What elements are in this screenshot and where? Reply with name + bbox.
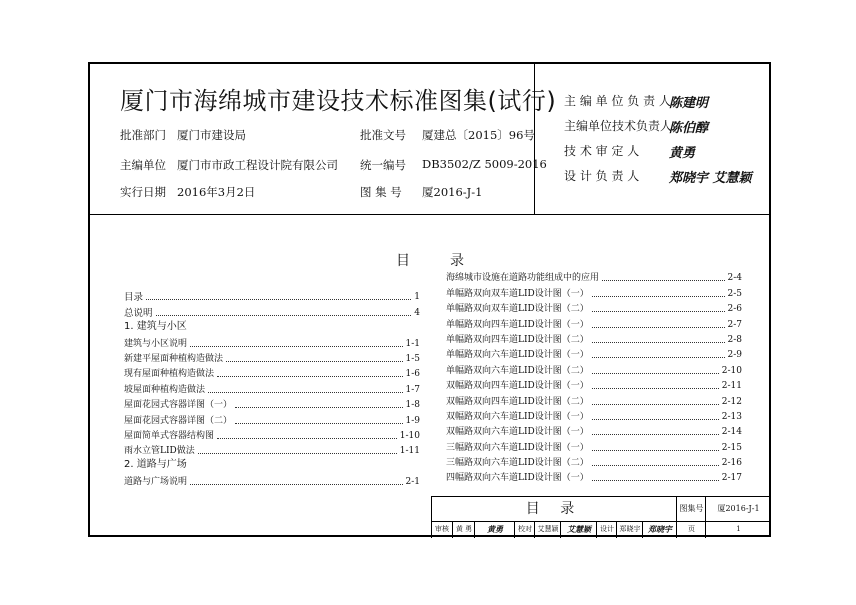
toc-entry-title: 单幅路双向双车道LID设计图（二） xyxy=(446,304,589,315)
toc-entry-title: 单幅路双向六车道LID设计图（一） xyxy=(446,350,589,361)
design-name: 郑晓宇 xyxy=(616,521,643,538)
toc-entry[interactable] xyxy=(446,361,742,376)
editor-unit: 厦门市市政工程设计院有限公司 xyxy=(177,158,338,172)
toc-entry-page: 2-4 xyxy=(727,273,742,284)
toc-entry-page: 2-11 xyxy=(721,381,742,392)
toc-entry-title: 双幅路双向六车道LID设计图（一） xyxy=(446,411,589,422)
signature-name: 黄勇 xyxy=(669,146,696,161)
toc-entry-title: 新建平屋面种植构造做法 xyxy=(124,353,224,364)
toc-entry[interactable] xyxy=(446,284,742,299)
toc-entry-title: 三幅路双向六车道LID设计图（一） xyxy=(446,442,589,453)
signature-name: 陈建明 xyxy=(669,96,709,111)
toc-entry[interactable] xyxy=(124,303,420,318)
toc-entry-title: 坡屋面种植构造做法 xyxy=(124,384,206,395)
title-block xyxy=(431,496,770,538)
effective-date-label: 实行日期 xyxy=(120,185,166,199)
toc-section-heading: 2. 道路与广场 xyxy=(124,459,187,471)
toc-entry-page: 1-10 xyxy=(399,430,420,441)
check-label: 校对 xyxy=(514,521,535,538)
toc-entry-page: 2-15 xyxy=(721,442,742,453)
approval-doc: 厦建总〔2015〕96号 xyxy=(422,128,535,142)
toc-entry-title: 总说明 xyxy=(124,307,153,319)
review-name: 黄 勇 xyxy=(452,521,475,538)
toc-entry-page: 2-6 xyxy=(727,304,742,315)
toc-entry[interactable] xyxy=(446,346,742,361)
toc-entry[interactable] xyxy=(124,473,420,488)
toc-entry-page: 2-5 xyxy=(727,288,742,299)
toc-heading-b: 录 xyxy=(450,253,466,269)
toc-entry[interactable] xyxy=(124,396,420,411)
toc-entry-title: 建筑与小区说明 xyxy=(124,338,188,349)
toc-entry[interactable] xyxy=(446,377,742,392)
atlas-no-label: 图 集 号 xyxy=(360,185,402,199)
toc-entry-page: 1-6 xyxy=(405,369,420,380)
toc-entry[interactable] xyxy=(446,408,742,423)
toc-heading xyxy=(396,250,504,270)
toc-right-column xyxy=(446,269,742,484)
check-name: 艾慧颖 xyxy=(534,521,561,538)
toc-entry[interactable] xyxy=(124,365,420,380)
unified-no: DB3502/Z 5009-2016 xyxy=(422,157,547,171)
toc-entry-title: 双幅路双向四车道LID设计图（二） xyxy=(446,396,589,407)
toc-entry[interactable] xyxy=(446,315,742,330)
signature-row xyxy=(564,117,708,136)
toc-entry-title: 单幅路双向四车道LID设计图（一） xyxy=(446,319,589,330)
toc-entry[interactable] xyxy=(124,288,420,303)
signature-name: 郑晓宇 艾慧颖 xyxy=(669,171,752,186)
toc-entry-title: 屋面简单式容器结构图 xyxy=(124,430,215,441)
toc-entry[interactable] xyxy=(124,350,420,365)
review-label: 审核 xyxy=(435,525,449,533)
toc-entry-title: 四幅路双向六车道LID设计图（一） xyxy=(446,473,589,484)
title-block-atlas-label: 图集号 xyxy=(676,497,706,521)
toc-entry-title: 目录 xyxy=(124,292,144,304)
check-signature: 艾慧颖 xyxy=(560,521,597,538)
toc-entry[interactable] xyxy=(124,411,420,426)
unified-no-label: 统一编号 xyxy=(360,158,406,172)
toc-entry-page: 2-16 xyxy=(721,458,742,469)
toc-entry-title: 单幅路双向四车道LID设计图（二） xyxy=(446,334,589,345)
toc-entry[interactable] xyxy=(124,427,420,442)
page-title: 厦门市海绵城市建设技术标准图集(试行) xyxy=(120,87,557,115)
toc-entry-page: 1-7 xyxy=(405,384,420,395)
toc-entry-title: 现有屋面种植构造做法 xyxy=(124,369,215,380)
toc-entry-page: 4 xyxy=(414,307,420,318)
toc-entry-title: 单幅路双向六车道LID设计图（二） xyxy=(446,365,589,376)
signature-role: 技 术 审 定 人 xyxy=(564,144,640,158)
toc-entry[interactable] xyxy=(124,380,420,395)
approval-dept-label: 批准部门 xyxy=(120,128,166,142)
toc-entry-page: 1-9 xyxy=(405,415,420,426)
page-number: 1 xyxy=(705,521,771,538)
approval-dept: 厦门市建设局 xyxy=(177,128,246,142)
toc-entry[interactable] xyxy=(446,454,742,469)
toc-entry-page: 2-12 xyxy=(721,396,742,407)
toc-entry-page: 2-10 xyxy=(721,365,742,376)
atlas-no: 厦2016-J-1 xyxy=(422,185,483,199)
toc-entry-title: 屋面花园式容器详图（一） xyxy=(124,400,233,411)
toc-entry-page: 1-8 xyxy=(405,400,420,411)
signature-role: 主 编 单 位 负 责 人 xyxy=(564,94,671,108)
title-block-bottom xyxy=(432,521,770,538)
toc-entry-title: 雨水立管LID做法 xyxy=(124,446,195,457)
toc-entry-page: 1-11 xyxy=(399,446,420,457)
page-label: 页 xyxy=(676,521,706,538)
drawing-frame xyxy=(88,62,771,537)
signature-block xyxy=(534,64,770,214)
title-block-top xyxy=(432,497,770,522)
toc-section-heading: 1. 建筑与小区 xyxy=(124,320,187,332)
toc-entry[interactable] xyxy=(446,300,742,315)
toc-entry-title: 海绵城市设施在道路功能组成中的应用 xyxy=(446,273,600,284)
toc-entry[interactable] xyxy=(446,331,742,346)
signature-row xyxy=(564,92,708,111)
toc-entry-page: 1 xyxy=(414,292,420,303)
toc-entry[interactable] xyxy=(446,269,742,284)
signature-row xyxy=(564,142,695,161)
design-label: 设计 xyxy=(596,521,617,538)
signature-name: 陈伯醇 xyxy=(669,121,709,136)
toc-entry[interactable] xyxy=(446,438,742,453)
toc-entry-page: 2-17 xyxy=(721,473,742,484)
toc-entry-page: 2-13 xyxy=(721,411,742,422)
approval-doc-label: 批准文号 xyxy=(360,128,406,142)
toc-entry-page: 1-1 xyxy=(405,338,420,349)
design-signature: 郑晓宇 xyxy=(642,521,677,538)
toc-heading-a: 目 xyxy=(396,253,412,269)
toc-entry[interactable] xyxy=(124,334,420,349)
toc-entry-page: 1-5 xyxy=(405,353,420,364)
effective-date: 2016年3月2日 xyxy=(177,185,256,199)
signature-row xyxy=(564,167,752,186)
title-block-atlas-no: 厦2016-J-1 xyxy=(705,497,771,521)
toc-left-column xyxy=(124,288,420,488)
title-block-name: 目 录 xyxy=(525,501,583,517)
toc-entry[interactable] xyxy=(446,392,742,407)
toc-entry-page: 2-8 xyxy=(727,334,742,345)
review-signature: 黄勇 xyxy=(474,521,515,538)
editor-unit-label: 主编单位 xyxy=(120,158,166,172)
signature-role: 设 计 负 责 人 xyxy=(564,169,640,183)
toc-entry-title: 屋面花园式容器详图（二） xyxy=(124,415,233,426)
header-info xyxy=(90,64,557,214)
toc-entry-title: 双幅路双向六车道LID设计图（一） xyxy=(446,427,589,438)
toc-entry-title: 双幅路双向四车道LID设计图（一） xyxy=(446,381,589,392)
toc-entry[interactable] xyxy=(124,442,420,457)
toc-entry[interactable] xyxy=(446,423,742,438)
signature-role: 主编单位技术负责人 xyxy=(564,119,673,133)
toc-entry-title: 道路与广场说明 xyxy=(124,477,188,488)
toc-entry-title: 单幅路双向双车道LID设计图（一） xyxy=(446,288,589,299)
toc-entry[interactable] xyxy=(446,469,742,484)
header-block xyxy=(90,64,769,215)
toc-entry-title: 三幅路双向六车道LID设计图（二） xyxy=(446,458,589,469)
toc-entry-page: 2-7 xyxy=(727,319,742,330)
toc-entry-page: 2-1 xyxy=(405,477,420,488)
toc-entry-page: 2-14 xyxy=(721,427,742,438)
toc-entry-page: 2-9 xyxy=(727,350,742,361)
